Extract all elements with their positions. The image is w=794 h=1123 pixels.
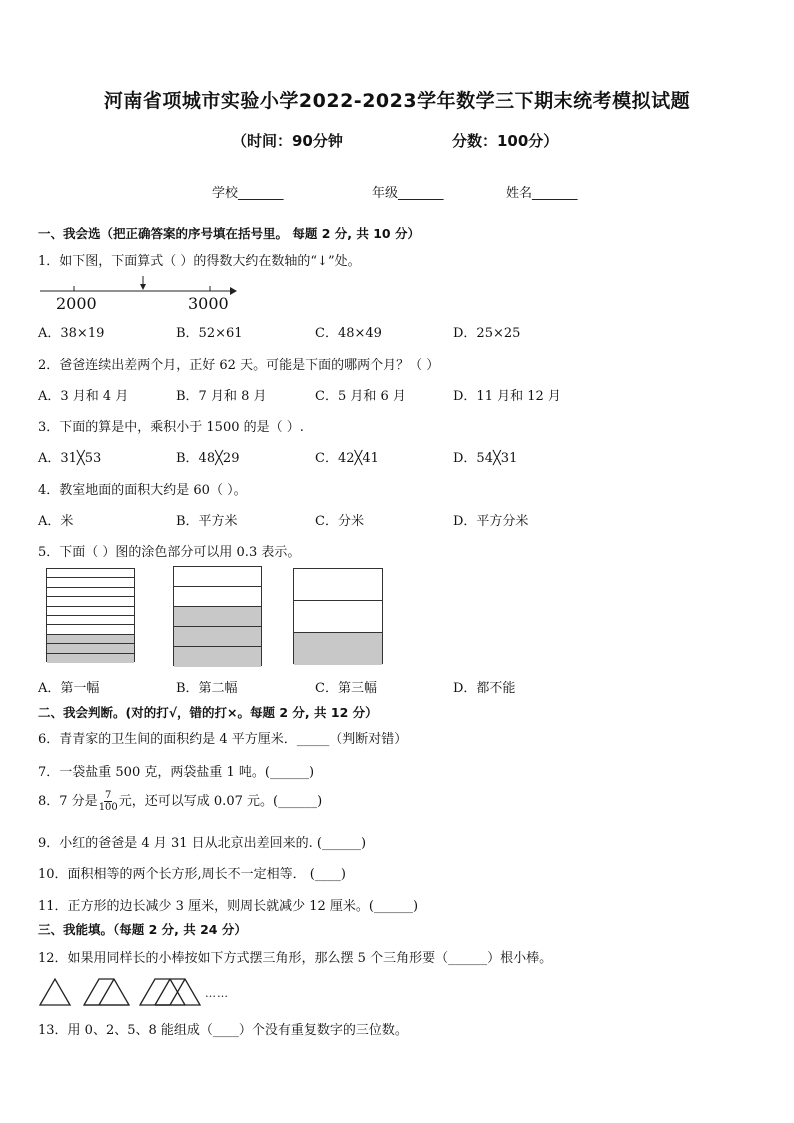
number-line-arrowhead xyxy=(230,287,237,295)
q2-option-d: D．11 月和 12 月 xyxy=(453,389,561,404)
q2-option-b: B．7 月和 8 月 xyxy=(176,389,267,404)
axis-label-3000: 3000 xyxy=(188,294,229,313)
question-1: 1．如下图，下面算式（ ）的得数大约在数轴的“↓”处。 xyxy=(38,254,361,269)
question-9: 9．小红的爸爸是 4 月 31 日从北京出差回来的. (______) xyxy=(38,836,367,851)
grade-field: 年级_______ xyxy=(372,186,444,201)
section-1-heading: 一、我会选（把正确答案的序号填在括号里。 每题 2 分, 共 10 分） xyxy=(38,226,420,241)
name-field: 姓名_______ xyxy=(506,186,578,201)
q5-option-d: D．都不能 xyxy=(453,681,516,696)
ellipsis: …… xyxy=(205,987,229,1000)
figure-2-shaded-stripe xyxy=(174,607,261,627)
page-title: 河南省项城市实验小学2022-2023学年数学三下期末统考模拟试题 xyxy=(103,90,691,112)
q1-option-d: D．25×25 xyxy=(453,326,521,341)
figure-3 xyxy=(293,568,383,664)
question-8 xyxy=(38,790,322,813)
figure-2 xyxy=(173,566,262,666)
exam-time: （时间：90分钟 xyxy=(232,132,343,150)
fraction-denominator: 100 xyxy=(98,802,118,813)
three-triangles-outline-icon xyxy=(140,979,200,1005)
q1-option-b: B．52×61 xyxy=(176,326,243,341)
figure-1-shaded-stripe xyxy=(47,635,134,644)
q5-option-a: A．第一幅 xyxy=(38,681,100,696)
question-3: 3．下面的算是中，乘积小于 1500 的是（ ）. xyxy=(38,420,304,435)
figure-2-shaded-stripe xyxy=(174,627,261,647)
section-2-heading: 二、我会判断。(对的打√，错的打×。每题 2 分, 共 12 分） xyxy=(38,705,378,720)
axis-label-2000: 2000 xyxy=(56,294,97,313)
question-13: 13．用 0、2、5、8 能组成（____）个没有重复数字的三位数。 xyxy=(38,1023,408,1038)
q3-option-a: A．31╳53 xyxy=(38,451,102,466)
q1-option-c: C．48×49 xyxy=(315,326,382,341)
figure-1-shaded-stripe xyxy=(47,654,134,663)
q3-option-d: D．54╳31 xyxy=(453,451,518,466)
exam-score: 分数：100分） xyxy=(452,132,559,150)
q5-option-b: B．第二幅 xyxy=(176,681,238,696)
down-arrowhead-icon xyxy=(140,284,146,290)
school-field: 学校_______ xyxy=(212,186,284,201)
one-triangle-icon xyxy=(40,979,70,1005)
figure-3-shaded-stripe xyxy=(294,633,382,665)
question-12: 12．如果用同样长的小棒按如下方式摆三角形，那么摆 5 个三角形要（______）根小棒。 xyxy=(38,951,553,966)
q4-option-b: B．平方米 xyxy=(176,514,238,529)
q1-option-a: A．38×19 xyxy=(38,326,105,341)
q4-option-a: A．米 xyxy=(38,514,74,529)
q2-option-a: A．3 月和 4 月 xyxy=(38,389,129,404)
question-7: 7．一袋盐重 500 克，两袋盐重 1 吨。(______) xyxy=(38,765,315,780)
q3-option-c: C．42╳41 xyxy=(315,451,379,466)
q3-option-b: B．48╳29 xyxy=(176,451,240,466)
question-11: 11．正方形的边长减少 3 厘米，则周长就减少 12 厘米。(______) xyxy=(38,899,419,914)
q2-option-c: C．5 月和 6 月 xyxy=(315,389,406,404)
figure-1-shaded-stripe xyxy=(47,644,134,653)
question-10: 10．面积相等的两个长方形,周长不一定相等． (____) xyxy=(38,867,346,882)
section-3-heading: 三、我能填。（每题 2 分, 共 24 分） xyxy=(38,922,247,937)
q8-prefix: 8．7 分是 xyxy=(38,794,98,809)
figure-2-shaded-stripe xyxy=(174,647,261,667)
question-5: 5．下面（ ）图的涂色部分可以用 0.3 表示。 xyxy=(38,545,301,560)
question-4: 4．教室地面的面积大约是 60（ ）。 xyxy=(38,483,247,498)
q4-option-d: D．平方分米 xyxy=(453,514,529,529)
q8-suffix: 元，还可以写成 0.07 元。(______) xyxy=(118,794,323,809)
q4-option-c: C．分米 xyxy=(315,514,364,529)
question-2: 2．爸爸连续出差两个月，正好 62 天。可能是下面的哪两个月？（ ） xyxy=(38,358,440,373)
fraction-numerator: 7 xyxy=(105,790,112,801)
fraction-7-100 xyxy=(99,790,118,813)
question-6: 6．青青家的卫生间的面积约是 4 平方厘米．_____（判断对错） xyxy=(38,732,408,747)
figure-1 xyxy=(46,568,135,662)
q5-option-c: C．第三幅 xyxy=(315,681,377,696)
